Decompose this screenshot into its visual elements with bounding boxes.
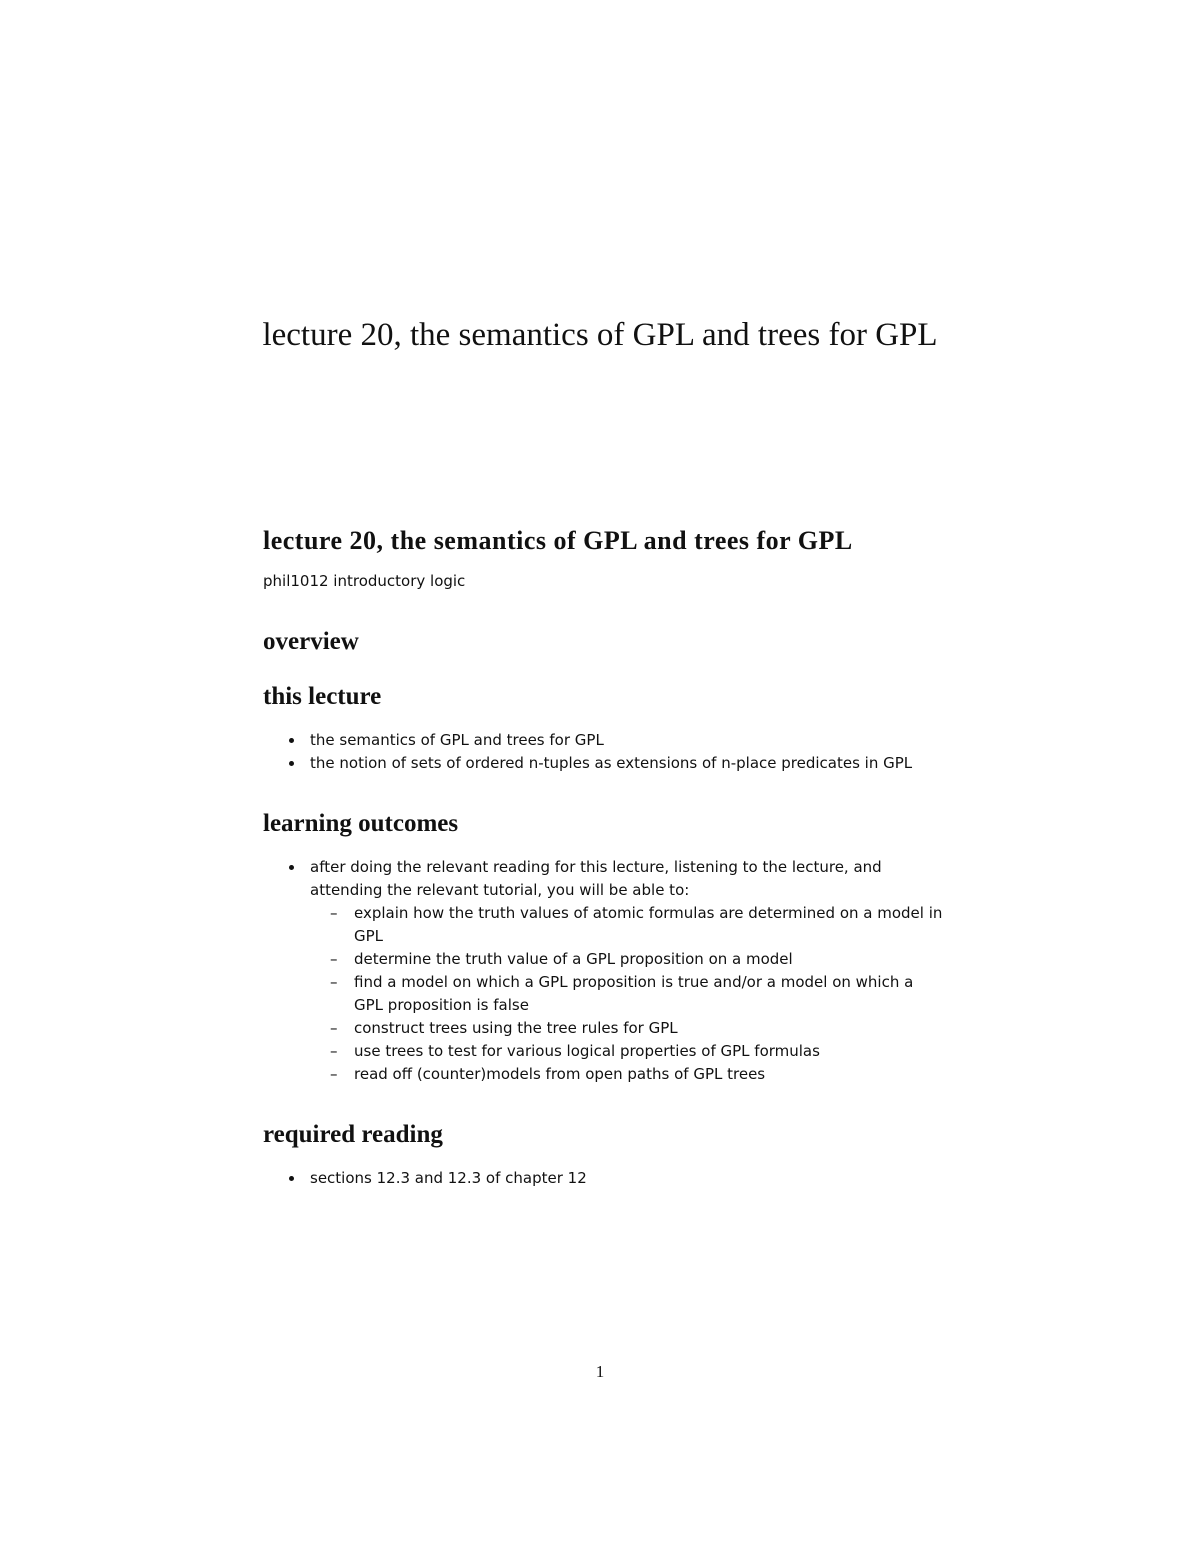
list-item-text: sections 12.3 and 12.3 of chapter 12 (310, 1169, 587, 1187)
bullet-icon (289, 865, 294, 870)
sub-list-item (310, 971, 943, 1017)
required-reading-heading: required reading (263, 1121, 443, 1148)
sub-list-item-text: read off (counter)models from open paths of GPL trees (354, 1065, 766, 1083)
this-lecture-list (263, 729, 943, 775)
sub-list-item (310, 1040, 943, 1063)
list-item-text: the semantics of GPL and trees for GPL (310, 731, 604, 749)
sub-list-item (310, 1017, 943, 1040)
learning-outcomes-sublist (310, 902, 943, 1086)
bullet-icon (289, 761, 294, 766)
dash-icon: – (330, 1019, 338, 1037)
sub-list-item (310, 1063, 943, 1086)
dash-icon: – (330, 950, 338, 968)
sub-list-item (310, 948, 943, 971)
sub-list-item-text: find a model on which a GPL proposition is true and/or a model on which a GPL proposition is false (354, 973, 914, 1014)
dash-icon: – (330, 1042, 338, 1060)
sub-list-item-text: construct trees using the tree rules for GPL (354, 1019, 678, 1037)
learning-outcomes-heading: learning outcomes (263, 810, 459, 837)
list-item (263, 856, 943, 1086)
dash-icon: – (330, 1065, 338, 1083)
document-title: lecture 20, the semantics of GPL and trees for GPL (262, 317, 938, 353)
list-item-text: the notion of sets of ordered n-tuples as extensions of n-place predicates in GPL (310, 754, 913, 772)
sub-list-item-text: explain how the truth values of atomic formulas are determined on a model in GPL (354, 904, 943, 945)
document-body (263, 525, 943, 1190)
sub-list-item (310, 902, 943, 948)
overview-heading: overview (263, 628, 359, 655)
page-number: 1 (595, 1362, 605, 1381)
list-item (263, 1167, 943, 1190)
this-lecture-heading: this lecture (263, 683, 382, 710)
list-item (263, 729, 943, 752)
list-item-text: after doing the relevant reading for this lecture, listening to the lecture, and attending the relevant tutorial, you will be able to: (310, 858, 882, 899)
dash-icon: – (330, 973, 338, 991)
bullet-icon (289, 738, 294, 743)
bullet-icon (289, 1176, 294, 1181)
list-item (263, 752, 943, 775)
sub-list-item-text: use trees to test for various logical properties of GPL formulas (354, 1042, 820, 1060)
course-subtitle: phil1012 introductory logic (263, 572, 466, 590)
required-reading-list (263, 1167, 943, 1190)
learning-outcomes-list (263, 856, 943, 1086)
sub-list-item-text: determine the truth value of a GPL proposition on a model (354, 950, 793, 968)
lecture-heading: lecture 20, the semantics of GPL and trees for GPL (263, 526, 853, 555)
dash-icon: – (330, 904, 338, 922)
